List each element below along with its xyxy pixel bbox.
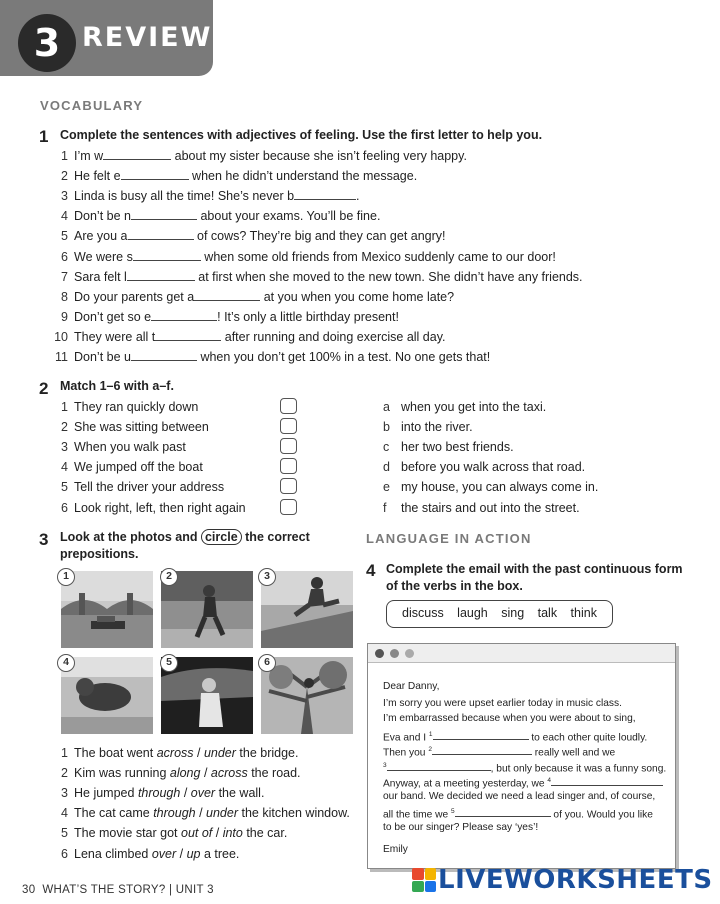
item-number: 3 <box>61 440 68 455</box>
exercise-3-number: 3 <box>39 530 49 549</box>
match-right-item <box>383 419 473 435</box>
item-text-before: The cat came <box>74 806 154 821</box>
photo-jump-wall <box>261 571 353 648</box>
item-number: 4 <box>61 806 68 821</box>
item-text: She was sitting between <box>74 420 209 435</box>
item-text-after: when some old friends from Mexico suddenly came to our door! <box>200 249 556 264</box>
item-letter: a <box>383 400 390 414</box>
item-letter: d <box>383 460 390 475</box>
exercise-4-instruction <box>386 561 683 595</box>
photo-number: 6 <box>258 654 276 672</box>
exercise-4-number: 4 <box>366 561 376 580</box>
ex1-item <box>52 249 556 265</box>
item-number: 4 <box>61 460 68 475</box>
photo-number: 4 <box>57 654 75 672</box>
exercise-3-instruction <box>60 529 310 563</box>
item-text-before: Are you a <box>74 229 128 244</box>
email-gap-2[interactable] <box>432 743 532 755</box>
item-number: 1 <box>61 400 68 414</box>
match-left-item <box>52 419 209 435</box>
item-text-before: They were all t <box>74 329 156 344</box>
liveworksheets-logo[interactable] <box>412 866 713 894</box>
ex3-item <box>52 785 264 801</box>
exercise-1-instruction: Complete the sentences with adjectives of feeling. Use the first letter to help you. <box>60 128 543 142</box>
item-text: the stairs and out into the street. <box>401 500 580 515</box>
item-text-before: He jumped <box>74 786 138 801</box>
match-right-item <box>383 500 580 516</box>
answer-box[interactable] <box>280 438 297 454</box>
email-text: really well and we <box>531 747 616 759</box>
exercise-2-number: 2 <box>39 379 49 398</box>
item-text-after: about my sister because she isn’t feeling very happy. <box>171 149 467 163</box>
instr-text: Complete the email with the past continuous form <box>386 562 683 576</box>
item-text-before: He felt e <box>74 169 121 184</box>
option-separator: / <box>180 786 191 801</box>
item-text-after: the wall. <box>215 786 265 801</box>
item-text: Look right, left, then right again <box>74 500 246 515</box>
answer-blank[interactable] <box>127 269 195 281</box>
ex1-item <box>52 188 360 204</box>
option-1[interactable]: over <box>151 846 177 861</box>
option-2[interactable]: under <box>206 806 239 821</box>
gap-number: 4 <box>547 777 552 784</box>
answer-blank[interactable] <box>155 329 221 341</box>
email-signoff: Emily <box>383 844 408 855</box>
item-letter: c <box>383 440 390 455</box>
match-right-item <box>383 479 598 495</box>
item-text-after: when you don’t get 100% in a test. No one gets that! <box>196 350 491 364</box>
item-number: 6 <box>61 500 68 515</box>
ex1-item <box>52 228 446 244</box>
item-text: They ran quickly down <box>74 400 199 414</box>
item-number: 3 <box>61 189 68 204</box>
item-text-before: Don’t be n <box>74 209 131 224</box>
instr-text: the correct <box>245 530 310 544</box>
email-window <box>367 643 676 869</box>
email-line: to be our singer? Please say ‘yes’! <box>383 822 539 833</box>
item-text-after: ! It’s only a little birthday present! <box>217 309 399 324</box>
item-number: 5 <box>61 826 68 841</box>
page-number: 30 <box>22 884 36 896</box>
item-text-after: at you when you come home late? <box>260 289 455 304</box>
item-number: 4 <box>61 209 68 224</box>
ex1-item <box>52 269 583 285</box>
unit-number-badge: 3 <box>18 14 76 72</box>
email-gap-4[interactable] <box>551 774 663 786</box>
option-separator: / <box>200 766 211 781</box>
item-text: when you get into the taxi. <box>401 400 547 414</box>
answer-box[interactable] <box>280 398 297 414</box>
unit-header-tab <box>0 0 213 76</box>
window-dot-icon <box>375 649 384 658</box>
item-text: We jumped off the boat <box>74 460 203 475</box>
answer-blank[interactable] <box>131 349 197 361</box>
item-letter: b <box>383 420 390 435</box>
instr-text: of the verbs in the box. <box>386 579 523 593</box>
email-title-bar <box>368 644 675 663</box>
item-text-before: Sara felt l <box>74 269 127 284</box>
verb-box: discuss laugh sing talk think <box>386 600 613 628</box>
email-text: all the time we <box>383 809 451 821</box>
option-separator: / <box>195 806 207 821</box>
item-number: 10 <box>54 329 68 344</box>
match-right-item <box>383 439 514 455</box>
page-title: REVIEW <box>82 22 213 53</box>
gap-number: 1 <box>428 731 433 738</box>
item-number: 2 <box>61 169 68 184</box>
item-number: 5 <box>61 480 68 495</box>
ex1-item <box>52 208 380 224</box>
email-greeting: Dear Danny, <box>383 681 440 692</box>
match-left-item <box>52 459 203 475</box>
item-text-after: . <box>356 189 360 204</box>
item-number: 5 <box>61 229 68 244</box>
item-number: 1 <box>61 149 68 163</box>
email-line: I’m sorry you were upset earlier today in music class. <box>383 698 622 709</box>
instr-text: Look at the photos and <box>60 530 198 544</box>
item-text-after: a tree. <box>200 846 240 861</box>
answer-blank[interactable] <box>128 228 194 240</box>
answer-blank[interactable] <box>133 249 201 261</box>
match-left-item <box>52 439 186 455</box>
item-text-before: Do your parents get a <box>74 289 195 304</box>
item-text-before: Don’t get so e <box>74 309 152 324</box>
item-text-before: I’m w <box>74 149 104 163</box>
ex3-item <box>52 805 350 821</box>
answer-box[interactable] <box>280 418 297 434</box>
option-2[interactable]: into <box>222 826 243 841</box>
email-line: I’m embarrassed because when you were about to sing, <box>383 713 636 724</box>
photo-boat-bridge <box>61 571 153 648</box>
option-1[interactable]: through <box>153 806 196 821</box>
gap-number: 2 <box>428 746 432 753</box>
item-text: into the river. <box>401 420 473 435</box>
photo-cat-window <box>61 657 153 734</box>
item-text-after: the road. <box>247 766 301 781</box>
option-1[interactable]: along <box>169 766 201 781</box>
item-number: 1 <box>61 746 68 760</box>
item-text: my house, you can always come in. <box>401 480 599 495</box>
email-gap-1[interactable] <box>433 728 529 740</box>
answer-blank[interactable] <box>194 289 260 301</box>
item-number: 9 <box>61 309 68 324</box>
item-text-before: Kim was running <box>74 766 170 781</box>
item-number: 7 <box>61 269 68 284</box>
item-number: 3 <box>61 786 68 801</box>
ex3-item <box>52 825 287 841</box>
instr-text: prepositions. <box>60 547 139 561</box>
ex1-item <box>52 289 454 305</box>
option-2[interactable]: under <box>203 746 236 760</box>
match-right-item <box>383 399 546 415</box>
item-text-before: We were s <box>74 249 133 264</box>
item-text-after: at first when she moved to the new town. She didn’t have any friends. <box>194 269 583 284</box>
answer-box[interactable] <box>280 499 297 515</box>
item-number: 6 <box>61 846 68 861</box>
photo-number: 1 <box>57 568 75 586</box>
match-left-item <box>52 399 198 415</box>
item-number: 2 <box>61 766 68 781</box>
match-right-item <box>383 459 585 475</box>
exercise-1-number: 1 <box>39 127 49 146</box>
option-2[interactable]: over <box>190 786 216 801</box>
option-separator: / <box>193 746 204 760</box>
option-separator: / <box>212 826 223 841</box>
ex1-item <box>52 148 467 164</box>
item-number: 6 <box>61 249 68 264</box>
language-heading: LANGUAGE IN ACTION <box>366 531 532 546</box>
email-text: Then you <box>383 747 429 759</box>
gap-number: 5 <box>450 808 455 815</box>
item-letter: e <box>383 480 390 495</box>
item-text-before: Lena climbed <box>74 846 152 861</box>
footer-text: WHAT’S THE STORY? | UNIT 3 <box>42 884 214 896</box>
option-1[interactable]: out of <box>181 826 213 841</box>
answer-blank[interactable] <box>131 208 197 220</box>
page-footer <box>22 884 214 896</box>
option-2[interactable]: up <box>186 846 201 861</box>
email-gap-5[interactable] <box>455 805 551 817</box>
gap-number: 3 <box>383 762 387 769</box>
answer-box[interactable] <box>280 458 297 474</box>
answer-box[interactable] <box>280 478 297 494</box>
item-text-after: about your exams. You’ll be fine. <box>196 209 381 224</box>
item-number: 2 <box>61 420 68 435</box>
window-dot-icon <box>390 649 399 658</box>
item-text-before: The boat went <box>74 746 157 760</box>
option-2[interactable]: across <box>210 766 248 781</box>
item-text-after: of cows? They’re big and they can get angry! <box>193 229 446 244</box>
option-1[interactable]: across <box>156 746 194 760</box>
match-left-item <box>52 500 246 516</box>
email-text: to each other quite loudly. <box>528 732 648 744</box>
item-number: 8 <box>61 289 68 304</box>
email-text: of you. Would you like <box>550 809 653 821</box>
email-text: Eva and I <box>383 732 429 744</box>
ex3-item <box>52 846 239 862</box>
vocabulary-heading: VOCABULARY <box>40 98 144 113</box>
window-dot-icon <box>405 649 414 658</box>
item-text: her two best friends. <box>401 440 514 455</box>
logo-text: LIVEWORKSHEETS <box>438 865 713 895</box>
item-text-before: Linda is busy all the time! She’s never b <box>74 189 295 204</box>
ex1-item <box>52 349 490 365</box>
ex3-item <box>52 745 298 761</box>
circle-word: circle <box>201 529 242 545</box>
ex3-item <box>52 765 301 781</box>
photo-number: 2 <box>160 568 178 586</box>
item-text-before: The movie star got <box>74 826 181 841</box>
item-text-after: the bridge. <box>235 746 299 760</box>
item-text: When you walk past <box>74 440 186 455</box>
photo-number: 5 <box>160 654 178 672</box>
match-left-item <box>52 479 224 495</box>
email-text: Anyway, at a meeting yesterday, we <box>383 778 548 790</box>
ex1-item <box>52 329 446 345</box>
item-text-before: Don’t be u <box>74 350 131 364</box>
option-separator: / <box>176 846 187 861</box>
item-text-after: after running and doing exercise all day. <box>221 329 446 344</box>
option-1[interactable]: through <box>137 786 181 801</box>
answer-blank[interactable] <box>121 168 189 180</box>
email-gap-3[interactable] <box>387 759 491 771</box>
item-text-after: the kitchen window. <box>238 806 350 821</box>
photo-tree-climb <box>261 657 353 734</box>
photo-number: 3 <box>258 568 276 586</box>
item-text-after: when he didn’t understand the message. <box>188 169 418 184</box>
ex1-item <box>52 309 399 325</box>
email-text: , but only because it was a funny song. <box>490 763 667 775</box>
exercise-2-instruction: Match 1–6 with a–f. <box>60 379 174 393</box>
ex1-item <box>52 168 417 184</box>
item-number: 11 <box>55 350 68 364</box>
item-text-after: the car. <box>242 826 288 841</box>
item-text: Tell the driver your address <box>74 480 225 495</box>
item-text: before you walk across that road. <box>401 460 586 475</box>
email-line: our band. We decided we need a lead singer and, of course, <box>383 791 656 802</box>
answer-blank[interactable] <box>151 309 217 321</box>
liveworksheets-logo-icon <box>412 868 436 892</box>
answer-blank[interactable] <box>103 148 171 160</box>
item-letter: f <box>383 500 387 515</box>
answer-blank[interactable] <box>294 188 356 200</box>
